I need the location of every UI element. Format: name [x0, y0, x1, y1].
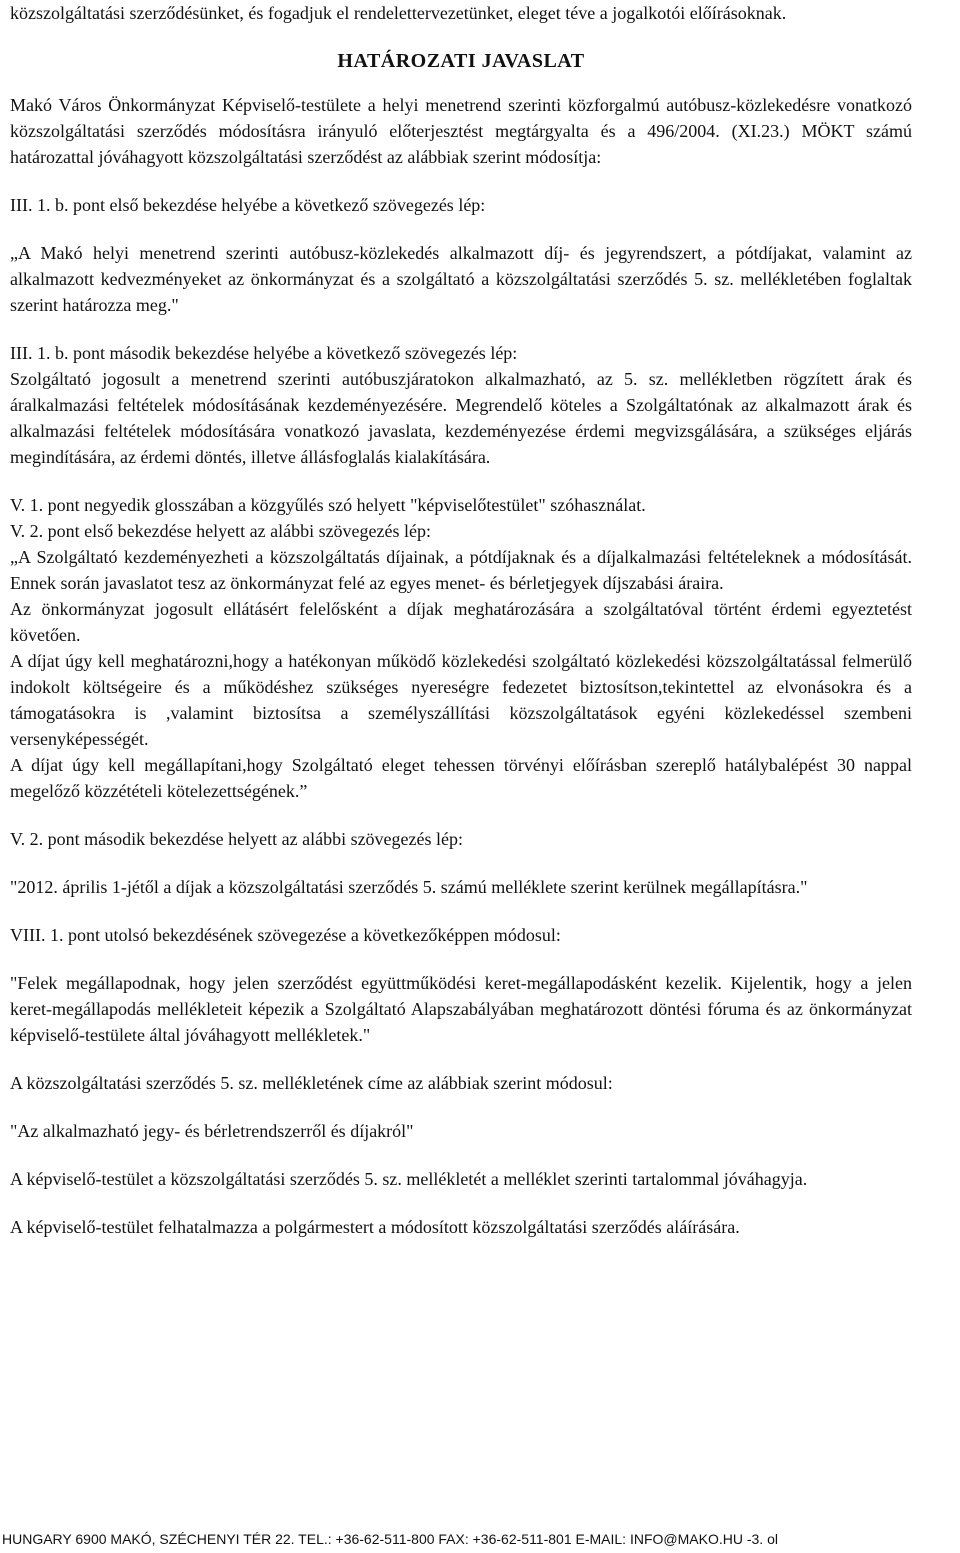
- section-body: "Az alkalmazható jegy- és bérletrendszerről és díjakról": [10, 1121, 414, 1141]
- section-body: A díjat úgy kell meghatározni,hogy a hatékonyan működő közlekedési szolgáltató közlekedési közszolgáltatással felmerülő indokolt költségeire és a működéshez szükséges nyereségre fedezetet biztosítson,tekintettel az elvonásokra és a támogatásokra is ,valamint biztosítsa a személyszállítási közszolgáltatások egyéni közlekedéssel szembeni versenyképességét.: [10, 651, 912, 749]
- section-heading: III. 1. b. pont második bekezdése helyébe a következő szövegezés lép:: [10, 343, 518, 363]
- section-heading: V. 2. pont második bekezdése helyett az alábbi szövegezés lép:: [10, 829, 464, 849]
- authorization-paragraph: A képviselő-testület felhatalmazza a polgármestert a módosított közszolgáltatási szerződés aláírására.: [10, 1217, 740, 1237]
- intro-paragraph: közszolgáltatási szerződésünket, és fogadjuk el rendelettervezetünket, eleget téve a jogalkotói előírásoknak.: [10, 3, 787, 23]
- section-body: "Felek megállapodnak, hogy jelen szerződést együttműködési keret-megállapodásként kezelik. Kijelentik, hogy a jelen keret-megállapodás mellékleteit képezik a Szolgáltató Alapszabályában meghatározott döntési fóruma és az önkormányzat képviselő-testülete által jóváhagyott mellékletek.": [10, 973, 912, 1045]
- resolution-intro-paragraph: Makó Város Önkormányzat Képviselő-testülete a helyi menetrend szerinti közforgalmú autóbusz-közlekedésre vonatkozó közszolgáltatási szerződés módosításra irányuló előterjesztést megtárgyalta és a 496/2004. (XI.23.) MÖKT számú határozattal jóváhagyott közszolgáltatási szerződést az alábbiak szerint módosítja:: [10, 95, 912, 167]
- section-heading: III. 1. b. pont első bekezdése helyébe a következő szövegezés lép:: [10, 195, 486, 215]
- section-heading: VIII. 1. pont utolsó bekezdésének szövegezése a következőképpen módosul:: [10, 925, 561, 945]
- document-page: [10, 0, 912, 1240]
- page-title: HATÁROZATI JAVASLAT: [337, 50, 585, 72]
- section-body: Szolgáltató jogosult a menetrend szerinti autóbuszjáratokon alkalmazható, az 5. sz. mellékletben rögzített árak és áralkalmazási feltételek módosításának kezdeményezésére. Megrendelő köteles a Szolgáltatónak az alkalmazott árak és alkalmazási feltételek módosítására vonatkozó javaslata, kezdeményezése érdemi megvizsgálására, a szükséges eljárás megindítására, az érdemi döntés, illetve állásfoglalás kialakítására.: [10, 369, 912, 467]
- section-body: „A Makó helyi menetrend szerinti autóbusz-közlekedés alkalmazott díj- és jegyrendszert, a pótdíjakat, valamint az alkalmazott kedvezményeket az önkormányzat és a szolgáltató a közszolgáltatási szerződés 5. sz. mellékletében foglaltak szerint határozza meg.": [10, 243, 912, 315]
- amendment-line: V. 2. pont első bekezdése helyett az alábbi szövegezés lép:: [10, 521, 432, 541]
- amendment-line: V. 1. pont negyedik glosszában a közgyűlés szó helyett "képviselőtestület" szóhasználat.: [10, 495, 646, 515]
- section-body: Az önkormányzat jogosult ellátásért felelősként a díjak meghatározására a szolgáltatóval történt érdemi egyeztetést követően.: [10, 599, 912, 645]
- section-body: „A Szolgáltató kezdeményezheti a közszolgáltatás díjainak, a pótdíjaknak és a díjalkalmazási feltételeknek a módosítását. Ennek során javaslatot tesz az önkormányzat felé az egyes menet- és bérletjegyek díjszabási áraira.: [10, 547, 912, 593]
- page-footer: HUNGARY 6900 MAKÓ, SZÉCHENYI TÉR 22. TEL.: +36-62-511-800 FAX: +36-62-511-801 E-MAIL: INFO@MAKO.HU -3. ol: [2, 1531, 778, 1547]
- section-body: "2012. április 1-jétől a díjak a közszolgáltatási szerződés 5. számú melléklete szerint kerülnek megállapításra.": [10, 877, 808, 897]
- section-body: A díjat úgy kell megállapítani,hogy Szolgáltató eleget tehessen törvényi előírásban szereplő hatálybalépést 30 nappal megelőző közzétételi kötelezettségének.”: [10, 755, 912, 801]
- section-heading: A közszolgáltatási szerződés 5. sz. mellékletének címe az alábbiak szerint módosul:: [10, 1073, 613, 1093]
- approval-paragraph: A képviselő-testület a közszolgáltatási szerződés 5. sz. mellékletét a melléklet szerinti tartalommal jóváhagyja.: [10, 1169, 808, 1189]
